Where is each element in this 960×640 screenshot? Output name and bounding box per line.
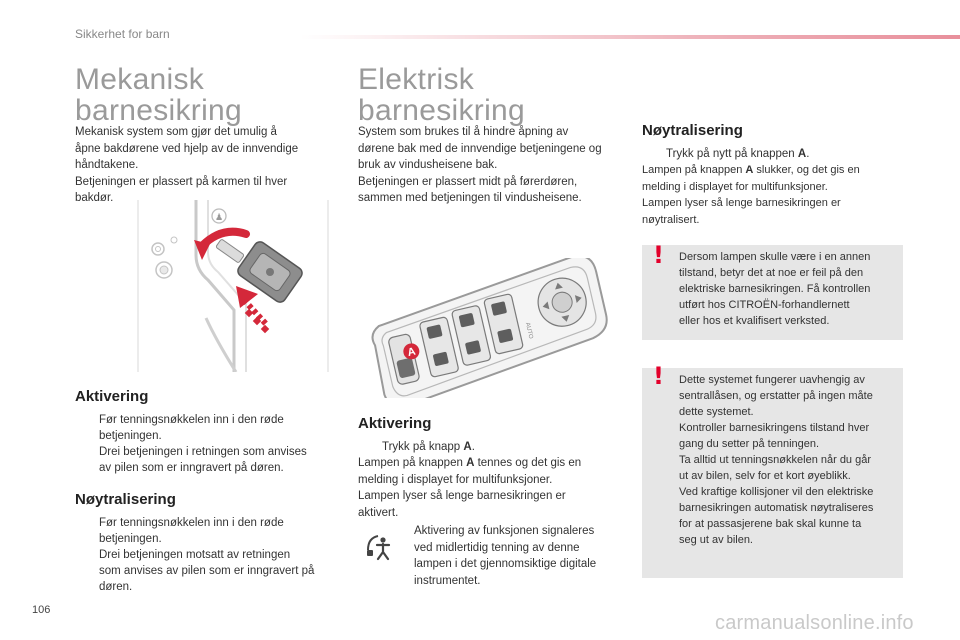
bullet-line: Drei betjeningen i retningen som anvises (99, 446, 307, 458)
mechanical-intro (75, 124, 298, 207)
info-line: Aktivering av funksjonen signaleres (414, 525, 595, 537)
warning-line: for at passasjerene bak skal kunne ta (679, 518, 862, 530)
bullet-line: Før tenningsnøkkelen inn i den røde (99, 517, 284, 529)
mechanical-title (75, 64, 242, 126)
mechanical-intro-line: bakdør. (75, 192, 114, 204)
body-text: Lampen på knappen (358, 457, 467, 469)
electric-intro-line: bruk av vindusheisene bak. (358, 159, 498, 171)
electric-activation-info (414, 523, 596, 589)
mechanical-neutralisation-heading: Nøytralisering (75, 491, 176, 508)
body-text: Lampen lyser så lenge barnesikringen er (358, 490, 566, 502)
electric-title-line1: Elektrisk (358, 63, 475, 96)
warning-line: ut av bilen, selv for et kort øyeblikk. (679, 470, 851, 482)
warning-line: sentrallåsen, og erstatter på ingen måte (679, 390, 873, 402)
bullet-text: Trykk på knapp (382, 441, 464, 453)
bullet-line: betjeningen. (99, 533, 162, 545)
warning-line: barnesikringen automatisk nøytraliseres (679, 502, 874, 514)
warning-line: Ta alltid ut tenningsnøkkelen når du går (679, 454, 872, 466)
body-text: aktivert. (358, 506, 399, 519)
electric-intro-line: sammen med betjeningen til vindusheisene. (358, 192, 582, 204)
auto-label: AUTO (523, 321, 534, 340)
body-text: melding i displayet for multifunksjoner. (642, 180, 828, 193)
warning-line: utført hos CITROËN-forhandlernett (679, 299, 850, 311)
child-lock-warning-icon (364, 532, 396, 564)
bullet-line: Drei betjeningen motsatt av retningen (99, 549, 291, 561)
mechanical-activation-bullet-1 (75, 412, 359, 444)
bullet-line: som anvises av pilen som er inngravert på (99, 565, 315, 577)
electric-intro-line: Betjeningen er plassert midt på førerdøren, (358, 175, 578, 188)
button-a-label: A (406, 345, 417, 360)
key-a: A (463, 441, 472, 453)
section-header: Sikkerhet for barn (75, 27, 170, 41)
warning-line: seg ut av bilen. (679, 534, 753, 546)
warning-note-2 (642, 362, 903, 578)
body-text: Lampen på knappen (642, 164, 746, 176)
bullet-line: Før tenningsnøkkelen inn i den røde (99, 414, 284, 426)
mechanical-activation-heading: Aktivering (75, 388, 149, 405)
warning-icon: ! (653, 362, 664, 390)
warning-line: Ved kraftige kollisjoner vil den elektriske (679, 486, 874, 498)
electric-neutralisation-heading: Nøytralisering (642, 122, 743, 139)
electric-intro-line: dørene bak med de innvendige betjeningene og (358, 142, 602, 155)
warning-line: elektriske barnesikringen. Få kontrollen (679, 283, 871, 295)
mechanical-lock-illustration (136, 200, 330, 372)
page-number: 106 (32, 604, 51, 616)
electric-neutralisation-body (642, 162, 860, 228)
mechanical-neutralisation-bullet-1 (75, 515, 359, 547)
bullet-line: betjeningen. (99, 430, 162, 442)
warning-icon: ! (653, 241, 664, 269)
warning-line: Kontroller barnesikringens tilstand hver (679, 422, 870, 434)
bullet-end: . (471, 441, 475, 453)
bullet-text: Trykk på nytt på knappen (666, 148, 798, 160)
warning-note-1 (642, 241, 903, 340)
bullet-end: . (806, 148, 810, 160)
header-rule (300, 35, 960, 39)
electric-activation-body (358, 455, 581, 521)
info-line: instrumentet. (414, 574, 481, 587)
warning-line: Dette systemet fungerer uavhengig av (679, 374, 865, 386)
electric-intro (358, 124, 602, 207)
electric-neutralisation-bullet (642, 146, 926, 162)
mechanical-intro-line: Betjeningen er plassert på karmen til hver (75, 175, 288, 188)
warning-line: dette systemet. (679, 406, 754, 418)
electric-title (358, 64, 525, 126)
warning-line: eller hos et kvalifisert verksted. (679, 315, 830, 327)
body-text: tennes og det gis en (474, 457, 582, 469)
info-line: ved midlertidig tenning av denne (414, 541, 580, 554)
electric-switch-panel-illustration (360, 258, 612, 398)
body-text: slukker, og det gis en (753, 164, 860, 176)
electric-activation-heading: Aktivering (358, 415, 432, 432)
mechanical-intro-line: Mekanisk system som gjør det umulig å (75, 126, 277, 138)
electric-title-line2: barnesikring (358, 94, 526, 127)
body-text: nøytralisert. (642, 213, 700, 226)
mechanical-neutralisation-bullet-2 (75, 547, 359, 595)
bullet-line: døren. (99, 581, 133, 593)
key-a: A (466, 457, 475, 469)
watermark: carmanualsonline.info (715, 612, 914, 634)
electric-activation-bullet (358, 439, 642, 455)
body-text: Lampen lyser så lenge barnesikringen er (642, 197, 841, 209)
info-line: lampen i det gjennomsiktige digitale (414, 558, 597, 570)
warning-line: Dersom lampen skulle være i en annen (679, 251, 871, 263)
warning-line: gang du setter på tenningen. (679, 438, 820, 450)
mechanical-intro-line: håndtakene. (75, 159, 139, 171)
body-text: melding i displayet for multifunksjoner. (358, 473, 553, 486)
warning-line: tilstand, betyr det at noe er feil på den (679, 267, 864, 279)
mechanical-title-line1: Mekanisk (75, 63, 205, 96)
mechanical-title-line2: barnesikring (75, 94, 243, 127)
bullet-line: av pilen som er inngravert på døren. (99, 462, 284, 474)
key-a: A (797, 148, 807, 160)
mechanical-activation-bullet-2 (75, 444, 359, 476)
key-a: A (745, 164, 754, 176)
mechanical-intro-line: åpne bakdørene ved hjelp av de innvendige (75, 142, 299, 155)
svg-text:♟: ♟ (214, 213, 224, 223)
electric-intro-line: System som brukes til å hindre åpning av (358, 126, 569, 138)
